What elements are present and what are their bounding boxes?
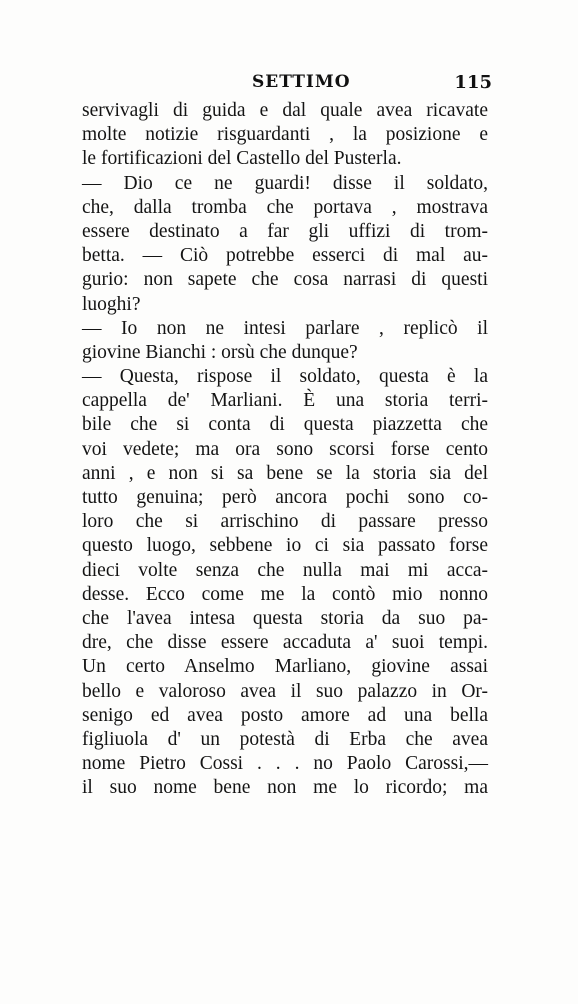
text-line: che, dalla tromba che portava , mostrava bbox=[82, 196, 488, 218]
text-line: luoghi? bbox=[82, 293, 141, 315]
text-line: loro che si arrischino di passare presso bbox=[82, 511, 488, 533]
text-line: anni , e non si sa bene se la storia sia del bbox=[82, 462, 488, 484]
text-line: tutto genuina; però ancora pochi sono co- bbox=[82, 487, 488, 508]
text-line: gurio: non sapete che cosa narrasi di questi bbox=[82, 269, 488, 291]
text-line: bile che si conta di questa piazzetta che bbox=[82, 414, 488, 436]
running-title: SETTIMO bbox=[252, 72, 351, 92]
text-line: cappella de' Marliani. È una storia terri- bbox=[82, 390, 488, 412]
text-line: il suo nome bene non me lo ricordo; ma bbox=[82, 777, 488, 799]
text-line: voi vedete; ma ora sono scorsi forse cento bbox=[82, 438, 488, 460]
text-line: betta. — Ciò potrebbe esserci di mal au- bbox=[82, 245, 488, 267]
text-line: Un certo Anselmo Marliano, giovine assai bbox=[82, 656, 488, 678]
text-line: nome Pietro Cossi . . . no Paolo Carossi,— bbox=[82, 753, 488, 775]
text-line: figliuola d' un potestà di Erba che avea bbox=[82, 728, 488, 750]
text-line: che l'avea intesa questa storia da suo pa- bbox=[82, 607, 488, 629]
text-line: essere destinato a far gli uffizi di trom- bbox=[82, 220, 488, 242]
text-line: — Io non ne intesi parlare , replicò il bbox=[82, 317, 488, 339]
page-header bbox=[82, 72, 492, 100]
text-line: le fortificazioni del Castello del Pusterla. bbox=[82, 148, 402, 170]
text-line: dre, che disse essere accaduta a' suoi tempi. bbox=[82, 632, 488, 654]
text-line: senigo ed avea posto amore ad una bella bbox=[82, 704, 488, 726]
text-line: — Questa, rispose il soldato, questa è la bbox=[82, 366, 488, 388]
text-line: bello e valoroso avea il suo palazzo in Or- bbox=[82, 680, 488, 702]
text-line: — Dio ce ne guardi! disse il soldato, bbox=[82, 172, 488, 194]
text-line: desse. Ecco come me la contò mio nonno bbox=[82, 583, 488, 605]
text-line: questo luogo, sebbene io ci sia passato forse bbox=[82, 535, 488, 557]
text-line: molte notizie risguardanti , la posizione e bbox=[82, 124, 488, 146]
body-text bbox=[82, 99, 488, 800]
text-line: dieci volte senza che nulla mai mi acca- bbox=[82, 559, 488, 581]
page-number: 115 bbox=[454, 72, 492, 93]
text-line: servivagli di guida e dal quale avea ricavate bbox=[82, 100, 488, 121]
text-line: giovine Bianchi : orsù che dunque? bbox=[82, 341, 358, 363]
